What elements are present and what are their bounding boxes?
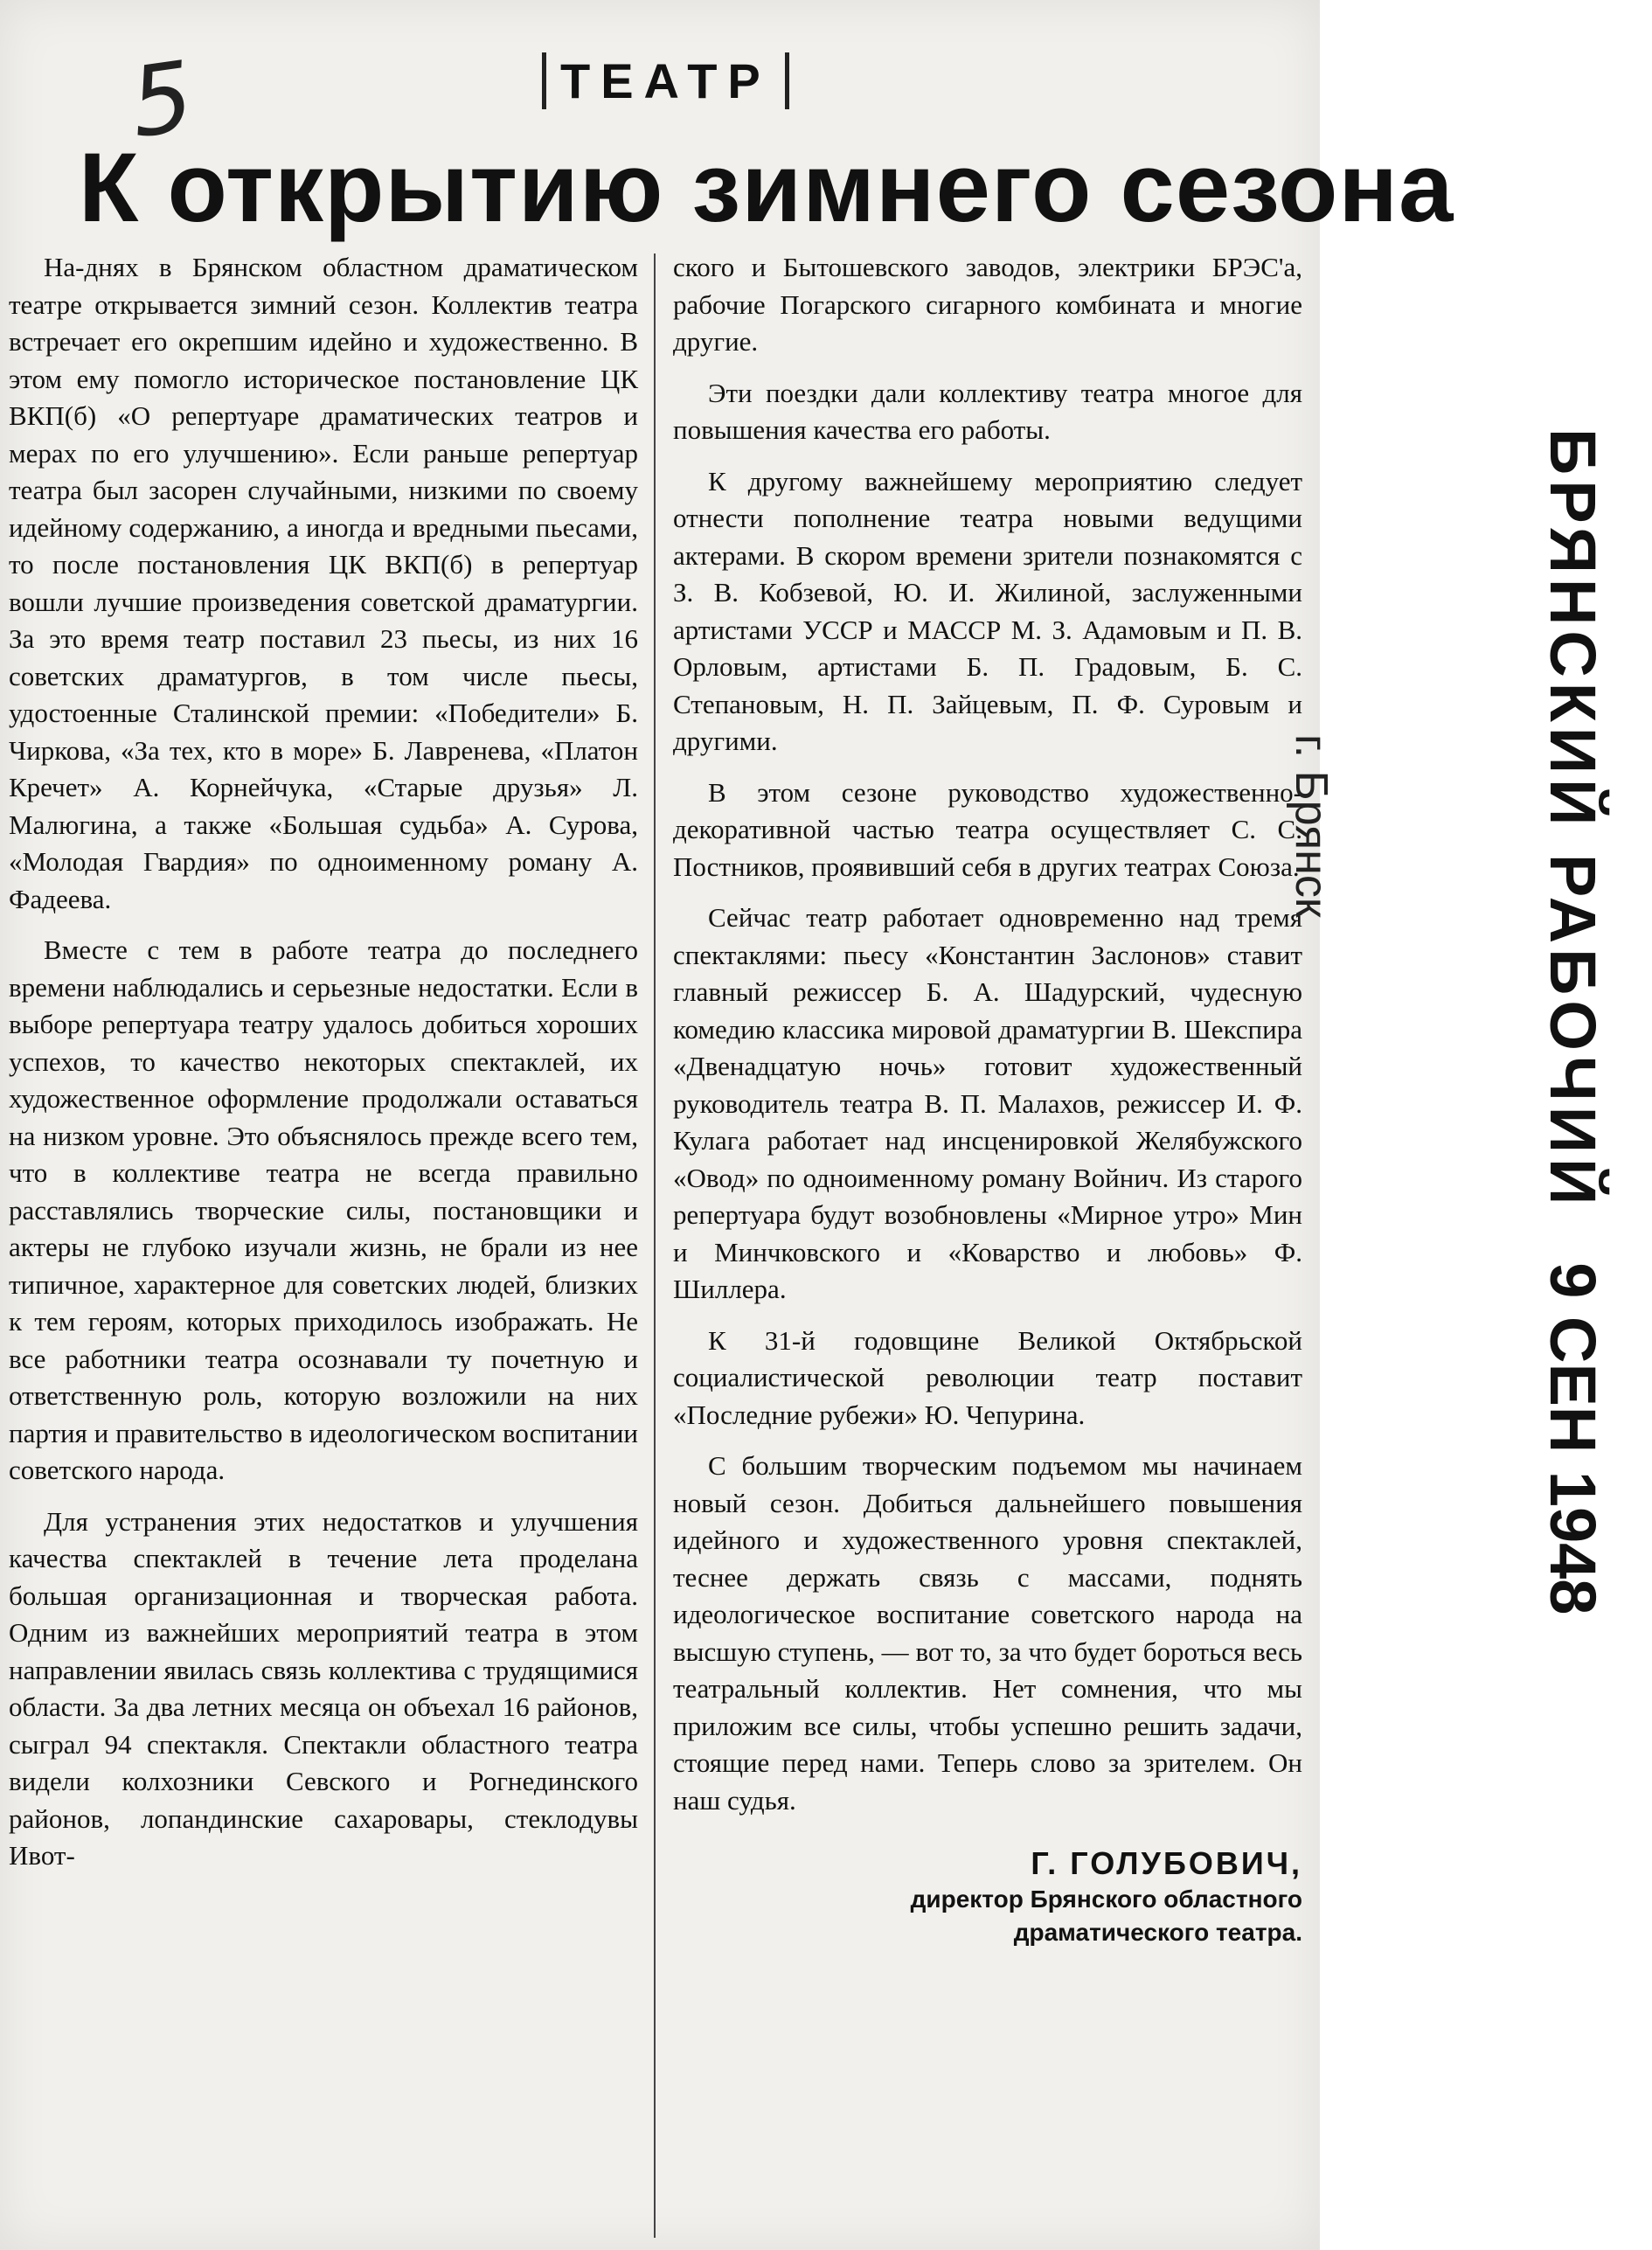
author-title: директор Брянского областного: [910, 1885, 1302, 1913]
paragraph: С большим творческим подъемом мы начинаем новый сезон. Добиться дальнейшего повышения идейного и художественного уровня спектаклей, теснее держать связь с массами, поднять идеологическое воспитание советского народа на высшую ступень, — вот то, за что будет бороться весь театральный коллектив. Нет сомнения, что мы приложим все силы, чтобы успешно решить задачи, стоящие перед нами. Теперь слово за зрителем. Он наш судья.: [673, 1450, 1302, 1816]
paragraph: Вместе с тем в работе театра до последнего времени наблюдались и серьезные недостатки. Если в выборе репертуара театру удалось добиться хороших успехов, то качество некоторых спектаклей, их художественное оформление продолжали оставаться на низком уровне. Это объяснялось прежде всего тем, что в коллективе театра не всегда правильно расставлялись творческие силы, постановщики и актеры не глубоко изучали жизнь, не брали из нее типичное, характерное для советских людей, близких к тем героям, которых приходилось изображать. Не все работники театра осознавали ту почетную и ответственную роль, которую возложили на них партия и правительство в идеологическом воспитании советского народа.: [9, 934, 638, 1485]
paragraph: К 31-й годовщине Великой Октябрьской социалистической революции театр поставит «Последние рубежи» Ю. Чепурина.: [673, 1324, 1302, 1430]
handwritten-page-number: 5: [123, 39, 200, 160]
author-signature: [673, 1845, 1302, 1949]
paragraph: Сейчас театр работает одновременно над тремя спектаклями: пьесу «Константин Заслонов» ставит главный режиссер Б. А. Шадурский, чудесную комедию классика мировой драматургии В. Шекспира «Двенадцатую ночь» готовит художественный руководитель театра В. П. Малахов, режиссер И. Ф. Кулага работает над инсценировкой Желябужского «Овод» по одноименному роману Войнич. Из старого репертуара будут возобновлены «Мирное утро» Мин и Минчковского и «Коварство и любовь» Ф. Шиллера.: [673, 902, 1302, 1304]
article-headline: К открытию зимнего сезона: [79, 133, 1454, 242]
column-divider: [654, 253, 656, 2238]
author-title: драматического театра.: [1013, 1918, 1302, 1946]
left-column: [9, 249, 638, 1889]
right-column: [673, 249, 1302, 1949]
author-name: Г. ГОЛУБОВИЧ,: [1031, 1845, 1302, 1881]
paragraph: На-днях в Брянском областном драматическом театре открывается зимний сезон. Коллектив театра встречает его окрепшим идейно и художественно. В этом ему помогло историческое постановление ЦК ВКП(б) «О репертуаре драматических театров и мерах по его улучшению». Если раньше репертуар театра был засорен случайными, низкими по своему идейному содержанию, а иногда и вредными пьесами, то после постановления ЦК ВКП(б) в репертуар вошли лучшие произведения советской драматургии. За это время театр поставил 23 пьесы, из них 16 советских драматургов, в том числе пьесы, удостоенные Сталинской премии: «Победители» Б. Чиркова, «За тех, кто в море» Б. Лавренева, «Платон Кречет» А. Корнейчука, «Старые друзья» Л. Малюгина, а также «Большая судьба» А. Сурова, «Молодая Гвардия» по одноименному роману А. Фадеева.: [9, 252, 638, 914]
paragraph: ского и Бытошевского заводов, электрики БРЭС'а, рабочие Погарского сигарного комбината и многие другие.: [673, 252, 1302, 357]
paragraph: К другому важнейшему мероприятию следует отнести пополнение театра новыми ведущими актерами. В скором времени зрители познакомятся с З. В. Кобзевой, Ю. И. Жилиной, заслуженными артистами УССР и МАССР М. З. Адамовым и П. В. Орловым, артистами Б. П. Градовым, Б. С. Степановым, Н. П. Зайцевым, П. Ф. Суровым и другими.: [673, 465, 1302, 756]
paragraph: В этом сезоне руководство художественно-декоративной частью театра осуществляет С. С. Постников, проявивший себя в других театрах Союза.: [673, 776, 1302, 882]
stamp-paper-name: БРЯНСКИЙ РАБОЧИЙ: [1537, 428, 1610, 1211]
section-rubric: ТЕАТР: [542, 52, 789, 109]
stamp-city: г. Брянск: [1286, 734, 1336, 918]
stamp-date: 9 СЕН 1948: [1537, 1262, 1610, 1615]
paragraph: Для устранения этих недостатков и улучшения качества спектаклей в течение лета проделана большая организационная и творческая работа. Одним из важнейших мероприятий театра в этом направлении явилась связь коллектива с трудящимися области. За два летних месяца он объехал 16 районов, сыграл 94 спектакля. Спектакли областного театра видели колхозники Севского и Рогнединского районов, лопандинские сахаровары, стеклодувы Ивот-: [9, 1505, 638, 1871]
newspaper-stamp: [1495, 428, 1652, 1652]
paragraph: Эти поездки дали коллективу театра многое для повышения качества его работы.: [673, 377, 1302, 445]
